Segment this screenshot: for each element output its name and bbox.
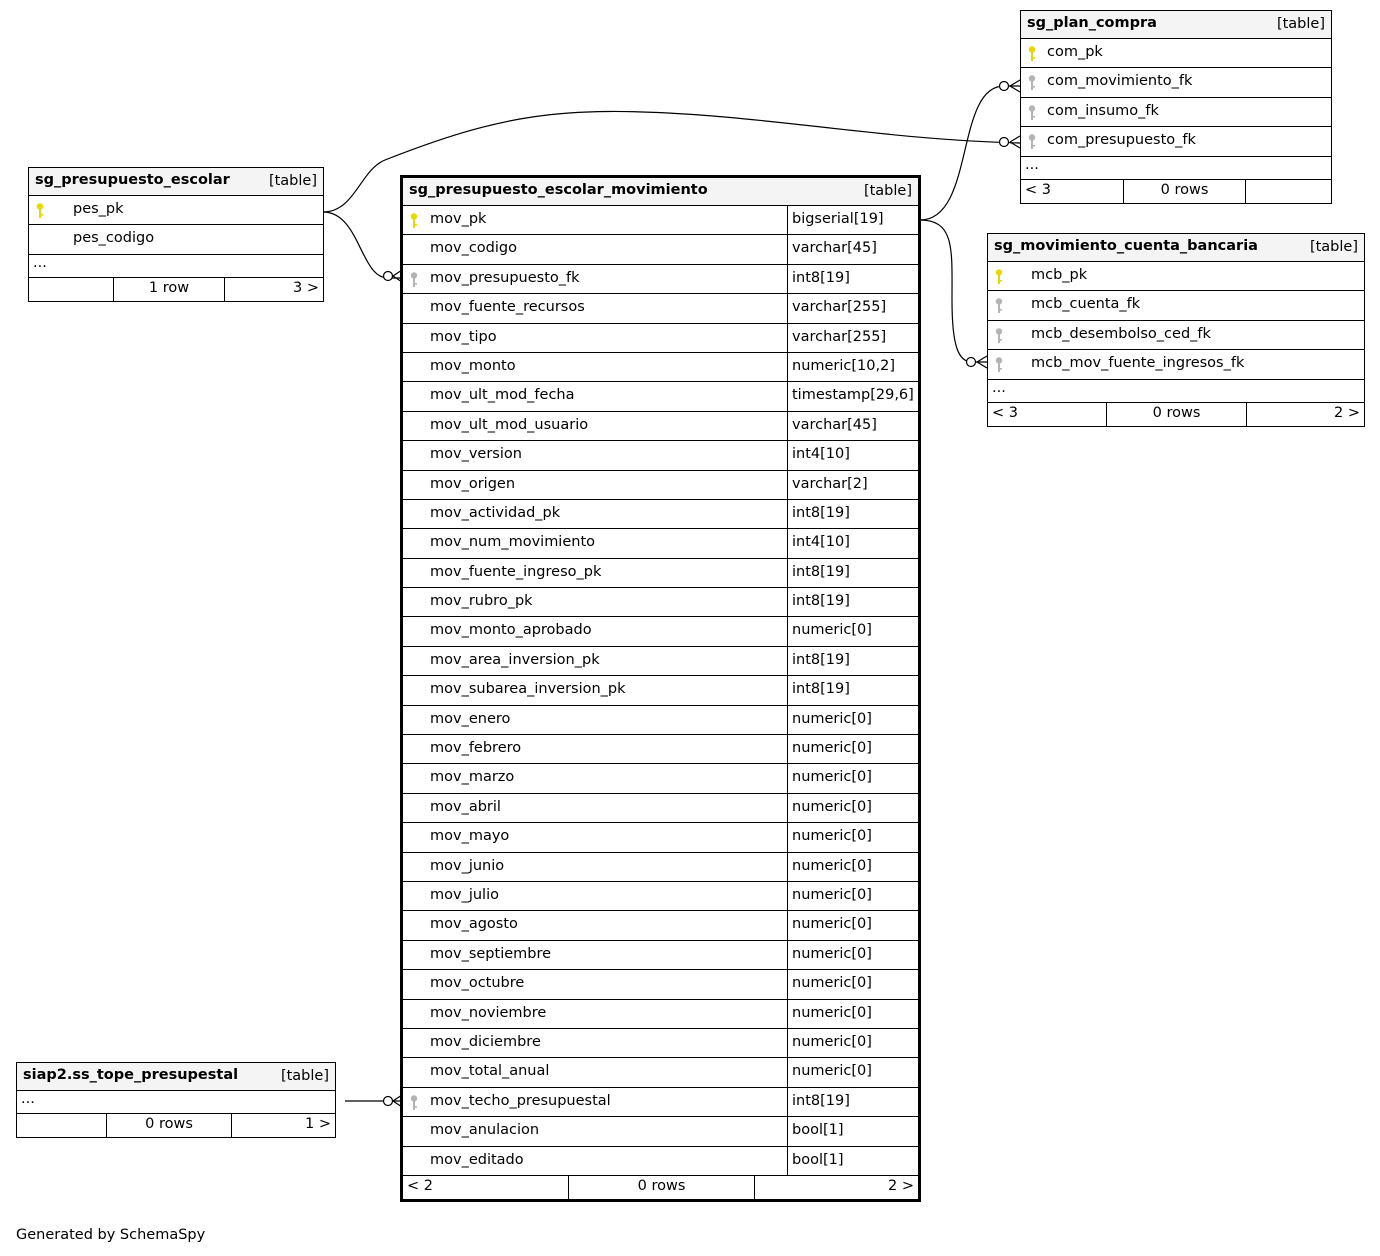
column-row[interactable]	[988, 321, 1364, 350]
column-row[interactable]	[29, 225, 323, 254]
column-row[interactable]	[403, 1000, 918, 1029]
column-name: pes_pk	[73, 201, 124, 217]
column-row[interactable]	[29, 196, 323, 225]
more-columns-ellipsis: ...	[17, 1091, 335, 1114]
more-columns-ellipsis: ...	[29, 255, 323, 278]
edge-zero-marker	[384, 272, 393, 281]
column-list	[29, 196, 323, 255]
footer-row-count: 1 row	[113, 278, 225, 301]
column-list	[988, 262, 1364, 380]
foreign-key-icon	[994, 297, 1004, 315]
column-type: numeric[0]	[787, 941, 918, 969]
column-name: mov_septiembre	[430, 945, 552, 962]
column-name: mov_pk	[430, 211, 487, 227]
table-header	[988, 234, 1364, 262]
table-kind: [table]	[280, 1068, 329, 1084]
table-kind: [table]	[863, 183, 912, 199]
column-type: int8[19]	[787, 559, 918, 587]
column-row[interactable]	[403, 617, 918, 646]
footer-row-count: 0 rows	[1123, 180, 1246, 203]
table-kind: [table]	[1309, 239, 1358, 255]
footer-parents-link[interactable]: < 2	[407, 1177, 433, 1194]
column-type: numeric[0]	[787, 970, 918, 998]
foreign-key-icon	[409, 1094, 419, 1112]
column-row[interactable]	[403, 529, 918, 558]
column-row[interactable]	[403, 588, 918, 617]
table-footer	[988, 403, 1364, 426]
column-row[interactable]	[403, 353, 918, 382]
column-type: numeric[0]	[787, 617, 918, 645]
column-type: timestamp[29,6]	[787, 382, 918, 410]
table-sg-presupuesto-escolar-movimiento[interactable]	[400, 175, 921, 1202]
footer-parents-link[interactable]: < 3	[1025, 181, 1051, 198]
more-columns-ellipsis: ...	[1021, 157, 1331, 180]
column-name: mov_diciembre	[430, 1033, 541, 1050]
column-row[interactable]	[403, 764, 918, 793]
column-type: int8[19]	[787, 500, 918, 528]
column-type: numeric[0]	[787, 853, 918, 881]
column-type: numeric[0]	[787, 1029, 918, 1057]
column-row[interactable]	[988, 291, 1364, 320]
column-row[interactable]	[403, 206, 918, 235]
column-type: bigserial[19]	[787, 206, 918, 234]
column-list	[403, 206, 918, 1176]
column-name: mov_editado	[430, 1151, 524, 1168]
table-header	[1021, 11, 1331, 39]
column-row[interactable]	[403, 235, 918, 264]
table-kind: [table]	[1276, 16, 1325, 32]
column-name: mov_ult_mod_fecha	[430, 387, 575, 404]
edge-zero-marker	[1000, 138, 1009, 147]
column-row[interactable]	[403, 794, 918, 823]
column-name: mov_junio	[430, 857, 505, 874]
column-type: numeric[0]	[787, 823, 918, 851]
column-row[interactable]	[403, 471, 918, 500]
column-type: int8[19]	[787, 676, 918, 704]
column-type: int8[19]	[787, 1088, 918, 1116]
table-name[interactable]: sg_presupuesto_escolar	[35, 172, 230, 188]
column-row[interactable]	[403, 1029, 918, 1058]
footer-children-link[interactable]: 2 >	[888, 1177, 914, 1194]
edge-movimiento-to-plan-compra	[920, 86, 1020, 220]
column-name: mov_presupuesto_fk	[430, 269, 580, 286]
generated-by-note: Generated by SchemaSpy	[16, 1227, 206, 1243]
column-row[interactable]	[1021, 127, 1331, 156]
column-row[interactable]	[403, 500, 918, 529]
column-name: mov_subarea_inversion_pk	[430, 681, 626, 698]
primary-key-icon	[409, 212, 419, 230]
column-type: numeric[0]	[787, 911, 918, 939]
foreign-key-icon	[1027, 133, 1037, 151]
column-name: mov_codigo	[430, 240, 517, 257]
column-row[interactable]	[403, 706, 918, 735]
column-name: mov_ult_mod_usuario	[430, 416, 589, 433]
table-ss-tope-presupestal[interactable]	[16, 1062, 336, 1138]
column-row[interactable]	[403, 647, 918, 676]
column-row[interactable]	[403, 970, 918, 999]
column-name: mov_noviembre	[430, 1004, 547, 1021]
table-header	[403, 178, 918, 206]
column-name: mov_enero	[430, 710, 511, 727]
column-type: int4[10]	[787, 441, 918, 469]
column-row[interactable]	[1021, 68, 1331, 97]
column-name: mov_tipo	[430, 328, 497, 345]
column-type: numeric[0]	[787, 1058, 918, 1086]
edge-presupuesto-to-movimiento	[323, 212, 402, 278]
column-name: pes_codigo	[73, 230, 155, 247]
column-name: mov_fuente_ingreso_pk	[430, 563, 602, 580]
column-name: mov_octubre	[430, 975, 525, 992]
column-name: com_pk	[1047, 44, 1103, 60]
table-sg-presupuesto-escolar[interactable]	[28, 167, 324, 302]
column-row[interactable]	[988, 350, 1364, 379]
column-name: mcb_pk	[1031, 267, 1088, 283]
table-footer	[17, 1114, 335, 1137]
column-name: mov_agosto	[430, 916, 518, 933]
column-name: mcb_desembolso_ced_fk	[1031, 325, 1211, 342]
foreign-key-icon	[994, 327, 1004, 345]
table-name[interactable]: sg_presupuesto_escolar_movimiento	[409, 182, 708, 198]
column-name: mov_monto_aprobado	[430, 622, 592, 639]
column-type: varchar[255]	[787, 294, 918, 322]
more-columns-ellipsis: ...	[988, 380, 1364, 403]
column-type: bool[1]	[787, 1147, 918, 1175]
column-type: int4[10]	[787, 529, 918, 557]
column-name: com_presupuesto_fk	[1047, 132, 1196, 149]
table-name[interactable]: siap2.ss_tope_presupestal	[23, 1067, 239, 1083]
table-footer	[29, 278, 323, 301]
column-type: numeric[0]	[787, 764, 918, 792]
footer-row-count: 0 rows	[106, 1114, 232, 1137]
primary-key-icon	[35, 202, 45, 220]
column-name: com_movimiento_fk	[1047, 73, 1193, 90]
column-type: numeric[0]	[787, 735, 918, 763]
column-row[interactable]	[403, 735, 918, 764]
column-row[interactable]	[403, 559, 918, 588]
column-name: mov_version	[430, 446, 522, 463]
column-name: mcb_cuenta_fk	[1031, 296, 1141, 313]
footer-children-link[interactable]: 1 >	[305, 1116, 331, 1132]
column-name: mov_julio	[430, 886, 499, 903]
column-name: mov_origen	[430, 475, 516, 492]
edge-movimiento-to-cuenta-bancaria	[920, 220, 987, 362]
footer-children-link[interactable]: 3 >	[293, 279, 319, 296]
column-row[interactable]	[403, 853, 918, 882]
column-row[interactable]	[1021, 98, 1331, 127]
foreign-key-icon	[1027, 104, 1037, 122]
column-name: mov_actividad_pk	[430, 504, 561, 521]
column-name: mcb_mov_fuente_ingresos_fk	[1031, 355, 1245, 372]
column-type: varchar[45]	[787, 235, 918, 263]
column-row[interactable]	[403, 676, 918, 705]
column-name: mov_monto	[430, 357, 516, 374]
column-row[interactable]	[403, 941, 918, 970]
edge-zero-marker	[1000, 82, 1009, 91]
edge-zero-marker	[384, 1097, 393, 1106]
edge-crowfoot	[1010, 136, 1020, 148]
table-header	[29, 168, 323, 196]
table-kind: [table]	[268, 173, 317, 189]
primary-key-icon	[994, 268, 1004, 286]
footer-children-link[interactable]: 2 >	[1334, 404, 1360, 421]
column-type: numeric[0]	[787, 882, 918, 910]
column-row[interactable]	[403, 265, 918, 294]
column-name: mov_marzo	[430, 769, 515, 786]
column-type: numeric[0]	[787, 706, 918, 734]
column-name: mov_fuente_recursos	[430, 299, 585, 316]
column-row[interactable]	[403, 882, 918, 911]
column-name: mov_febrero	[430, 740, 522, 757]
column-type: numeric[0]	[787, 794, 918, 822]
column-name: mov_rubro_pk	[430, 593, 533, 610]
table-name[interactable]: sg_plan_compra	[1027, 15, 1157, 31]
column-row[interactable]	[403, 1088, 918, 1117]
column-name: mov_area_inversion_pk	[430, 651, 600, 668]
footer-parents-link[interactable]: < 3	[992, 404, 1018, 421]
table-sg-plan-compra[interactable]	[1020, 10, 1332, 204]
primary-key-icon	[1027, 45, 1037, 63]
column-type: int8[19]	[787, 588, 918, 616]
footer-row-count: 0 rows	[1106, 403, 1247, 426]
column-type: numeric[10,2]	[787, 353, 918, 381]
column-row[interactable]	[403, 1058, 918, 1087]
column-row[interactable]	[403, 1147, 918, 1176]
column-type: varchar[45]	[787, 412, 918, 440]
column-row[interactable]	[403, 911, 918, 940]
column-type: varchar[2]	[787, 471, 918, 499]
foreign-key-icon	[1027, 74, 1037, 92]
column-type: int8[19]	[787, 647, 918, 675]
column-name: mov_total_anual	[430, 1063, 550, 1080]
column-type: numeric[0]	[787, 1000, 918, 1028]
column-row[interactable]	[403, 382, 918, 411]
column-list	[1021, 39, 1331, 157]
column-name: mov_num_movimiento	[430, 534, 596, 551]
foreign-key-icon	[994, 356, 1004, 374]
table-header	[17, 1063, 335, 1091]
column-name: mov_anulacion	[430, 1122, 540, 1139]
footer-row-count: 0 rows	[568, 1176, 755, 1199]
column-row[interactable]	[403, 441, 918, 470]
column-row[interactable]	[403, 823, 918, 852]
column-name: mov_techo_presupuestal	[430, 1092, 611, 1109]
column-type: int8[19]	[787, 265, 918, 293]
table-sg-movimiento-cuenta-bancaria[interactable]	[987, 233, 1365, 427]
column-type: varchar[255]	[787, 324, 918, 352]
table-footer	[1021, 180, 1331, 203]
column-row[interactable]	[988, 262, 1364, 291]
foreign-key-icon	[409, 271, 419, 289]
column-type: bool[1]	[787, 1117, 918, 1145]
column-name: mov_mayo	[430, 828, 510, 845]
table-name[interactable]: sg_movimiento_cuenta_bancaria	[994, 238, 1258, 254]
column-row[interactable]	[403, 1117, 918, 1146]
column-name: mov_abril	[430, 798, 501, 815]
column-row[interactable]	[403, 324, 918, 353]
edge-zero-marker	[967, 358, 976, 367]
column-row[interactable]	[1021, 39, 1331, 68]
column-row[interactable]	[403, 294, 918, 323]
column-row[interactable]	[403, 412, 918, 441]
column-name: com_insumo_fk	[1047, 102, 1159, 119]
table-footer	[403, 1176, 918, 1199]
